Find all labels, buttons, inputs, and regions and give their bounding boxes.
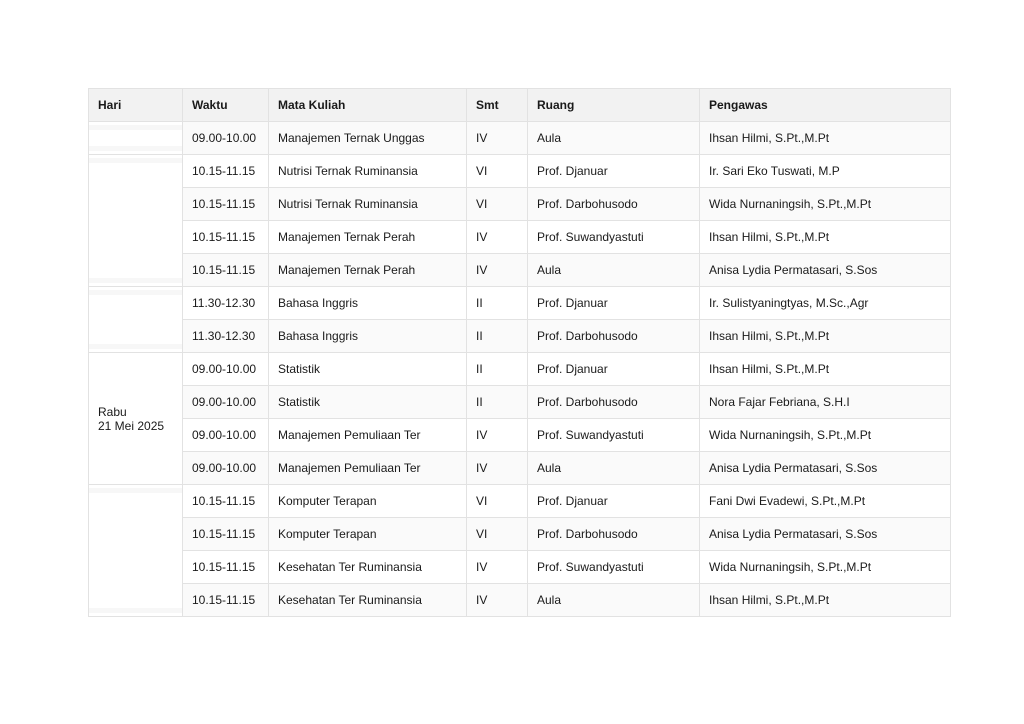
- cell-ruang: Prof. Suwandyastuti: [528, 221, 700, 254]
- cell-ruang: Prof. Djanuar: [528, 485, 700, 518]
- cell-hari: [89, 287, 183, 353]
- cell-waktu: 09.00-10.00: [183, 419, 269, 452]
- table-row: [89, 188, 951, 221]
- cell-mata-kuliah: Nutrisi Ternak Ruminansia: [269, 188, 467, 221]
- cell-pengawas: Nora Fajar Febriana, S.H.I: [700, 386, 951, 419]
- cell-waktu: 10.15-11.15: [183, 221, 269, 254]
- table-row: [89, 419, 951, 452]
- cell-mata-kuliah: Nutrisi Ternak Ruminansia: [269, 155, 467, 188]
- cell-pengawas: Wida Nurnaningsih, S.Pt.,M.Pt: [700, 551, 951, 584]
- cell-pengawas: Anisa Lydia Permatasari, S.Sos: [700, 518, 951, 551]
- cell-mata-kuliah: Komputer Terapan: [269, 485, 467, 518]
- exam-schedule-table: [88, 88, 951, 617]
- cell-waktu: 10.15-11.15: [183, 551, 269, 584]
- cell-waktu: 10.15-11.15: [183, 254, 269, 287]
- cell-smt: II: [467, 287, 528, 320]
- cell-mata-kuliah: Manajemen Pemuliaan Ter: [269, 452, 467, 485]
- cell-smt: IV: [467, 584, 528, 617]
- table-row: [89, 485, 951, 518]
- cell-smt: IV: [467, 452, 528, 485]
- header-mata-kuliah: Mata Kuliah: [269, 89, 467, 122]
- table-row: [89, 155, 951, 188]
- table-header-row: [89, 89, 951, 122]
- table-row: [89, 122, 951, 155]
- cell-smt: VI: [467, 518, 528, 551]
- cell-mata-kuliah: Manajemen Ternak Perah: [269, 221, 467, 254]
- cell-smt: VI: [467, 155, 528, 188]
- cell-pengawas: Anisa Lydia Permatasari, S.Sos: [700, 254, 951, 287]
- cell-mata-kuliah: Manajemen Pemuliaan Ter: [269, 419, 467, 452]
- cell-smt: II: [467, 386, 528, 419]
- cell-waktu: 10.15-11.15: [183, 584, 269, 617]
- header-pengawas: Pengawas: [700, 89, 951, 122]
- cell-ruang: Aula: [528, 122, 700, 155]
- cell-waktu: 10.15-11.15: [183, 485, 269, 518]
- cell-hari: [89, 353, 183, 485]
- table-row: [89, 320, 951, 353]
- cell-smt: IV: [467, 221, 528, 254]
- cell-pengawas: Anisa Lydia Permatasari, S.Sos: [700, 452, 951, 485]
- header-waktu: Waktu: [183, 89, 269, 122]
- cell-waktu: 11.30-12.30: [183, 320, 269, 353]
- cell-ruang: Prof. Djanuar: [528, 155, 700, 188]
- day-name: Rabu: [98, 404, 127, 419]
- cell-ruang: Aula: [528, 254, 700, 287]
- cell-waktu: 10.15-11.15: [183, 188, 269, 221]
- cell-mata-kuliah: Manajemen Ternak Unggas: [269, 122, 467, 155]
- cell-mata-kuliah: Komputer Terapan: [269, 518, 467, 551]
- cell-ruang: Prof. Djanuar: [528, 287, 700, 320]
- table-row: [89, 221, 951, 254]
- cell-waktu: 11.30-12.30: [183, 287, 269, 320]
- hari-band-bottom: [89, 608, 182, 613]
- table-row: [89, 386, 951, 419]
- cell-ruang: Prof. Suwandyastuti: [528, 551, 700, 584]
- cell-mata-kuliah: Statistik: [269, 353, 467, 386]
- cell-ruang: Prof. Djanuar: [528, 353, 700, 386]
- cell-mata-kuliah: Kesehatan Ter Ruminansia: [269, 584, 467, 617]
- table-row: [89, 254, 951, 287]
- cell-mata-kuliah: Kesehatan Ter Ruminansia: [269, 551, 467, 584]
- cell-waktu: 09.00-10.00: [183, 386, 269, 419]
- cell-ruang: Prof. Suwandyastuti: [528, 419, 700, 452]
- hari-band-top: [89, 158, 182, 163]
- cell-ruang: Prof. Darbohusodo: [528, 518, 700, 551]
- cell-pengawas: Ihsan Hilmi, S.Pt.,M.Pt: [700, 221, 951, 254]
- header-smt: Smt: [467, 89, 528, 122]
- header-ruang: Ruang: [528, 89, 700, 122]
- cell-smt: II: [467, 320, 528, 353]
- cell-mata-kuliah: Bahasa Inggris: [269, 287, 467, 320]
- table-row: [89, 518, 951, 551]
- hari-band-bottom: [89, 278, 182, 283]
- day-date: 21 Mei 2025: [98, 418, 165, 433]
- table-row: [89, 287, 951, 320]
- cell-mata-kuliah: Statistik: [269, 386, 467, 419]
- cell-waktu: 09.00-10.00: [183, 452, 269, 485]
- hari-band-top: [89, 488, 182, 493]
- cell-smt: IV: [467, 419, 528, 452]
- header-hari: Hari: [89, 89, 183, 122]
- cell-hari: [89, 122, 183, 155]
- cell-waktu: 09.00-10.00: [183, 122, 269, 155]
- cell-pengawas: Fani Dwi Evadewi, S.Pt.,M.Pt: [700, 485, 951, 518]
- cell-smt: IV: [467, 254, 528, 287]
- cell-ruang: Aula: [528, 584, 700, 617]
- cell-smt: II: [467, 353, 528, 386]
- cell-pengawas: Ir. Sulistyaningtyas, M.Sc.,Agr: [700, 287, 951, 320]
- cell-pengawas: Ihsan Hilmi, S.Pt.,M.Pt: [700, 353, 951, 386]
- cell-ruang: Prof. Darbohusodo: [528, 188, 700, 221]
- cell-smt: IV: [467, 122, 528, 155]
- cell-pengawas: Ihsan Hilmi, S.Pt.,M.Pt: [700, 122, 951, 155]
- hari-band-bottom: [89, 146, 182, 151]
- hari-band-bottom: [89, 344, 182, 349]
- cell-smt: IV: [467, 551, 528, 584]
- hari-band-top: [89, 290, 182, 295]
- table-row: [89, 584, 951, 617]
- cell-smt: VI: [467, 485, 528, 518]
- cell-hari: [89, 485, 183, 617]
- cell-pengawas: Ihsan Hilmi, S.Pt.,M.Pt: [700, 584, 951, 617]
- cell-pengawas: Wida Nurnaningsih, S.Pt.,M.Pt: [700, 188, 951, 221]
- cell-waktu: 10.15-11.15: [183, 518, 269, 551]
- table-row: [89, 551, 951, 584]
- table-row: [89, 353, 951, 386]
- table-row: [89, 452, 951, 485]
- cell-waktu: 09.00-10.00: [183, 353, 269, 386]
- cell-ruang: Aula: [528, 452, 700, 485]
- cell-ruang: Prof. Darbohusodo: [528, 320, 700, 353]
- cell-pengawas: Wida Nurnaningsih, S.Pt.,M.Pt: [700, 419, 951, 452]
- cell-ruang: Prof. Darbohusodo: [528, 386, 700, 419]
- table-body: [89, 122, 951, 617]
- cell-waktu: 10.15-11.15: [183, 155, 269, 188]
- cell-hari: [89, 155, 183, 287]
- cell-pengawas: Ihsan Hilmi, S.Pt.,M.Pt: [700, 320, 951, 353]
- cell-smt: VI: [467, 188, 528, 221]
- cell-pengawas: Ir. Sari Eko Tuswati, M.P: [700, 155, 951, 188]
- cell-mata-kuliah: Manajemen Ternak Perah: [269, 254, 467, 287]
- hari-band-top: [89, 125, 182, 130]
- cell-mata-kuliah: Bahasa Inggris: [269, 320, 467, 353]
